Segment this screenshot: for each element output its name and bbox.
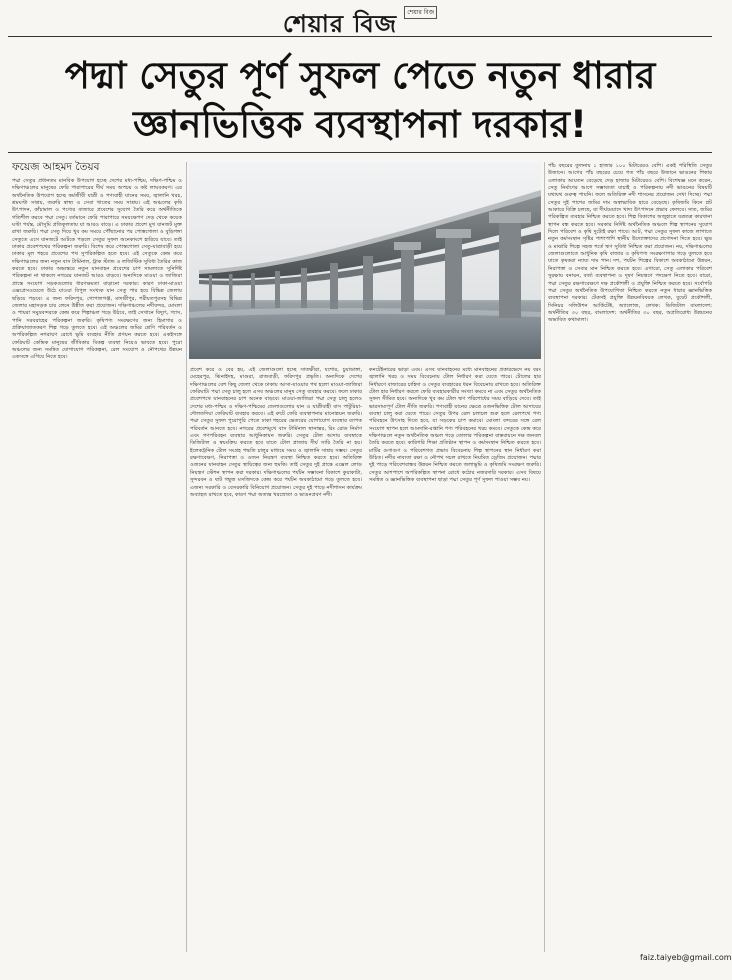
bridge-illustration (189, 162, 541, 359)
column-1-text: পদ্মা সেতুর প্রধানতম মানবিক উপযোগ হচ্ছে দেশের মধ্য-পশ্চিম, দক্ষিণ-পশ্চিম ও দক্ষিণাঞ্চলের মানুষের ফেরি পারাপারের দীর্ঘ সময় অপচয় ও কষ্ট লাঘবকরণ। এর অর্থনৈতিক উপযোগ হচ্ছে কর্মজীবী যাত্রী ও পণ্যবাহী যানের সময়, জ্বালানি খরচ, শ্রমঘণ্টা সাশ্রয়, জরুরি স্বাস্থ্য ও সেবা খাতের সময় সাশ্রয়। এই অঞ্চলের কৃষি উৎপাদন, কাঁচামাল ও পণ্যের বাজারে প্রবেশের সুযোগ তৈরি করে অর্থনীতিকে গতিশীল করবে পদ্মা সেতু। বর্তমানে ফেরি পারাপারে সময়ক্ষেপণ দেড় থেকে কয়েক ঘণ্টা পর্যন্ত, মৌসুমি প্রতিকূলতায় যা আরও বাড়ে। এ ঢাকার প্রবেশ মুখ যানজট মুক্ত রাখা জরুরি। পদ্মা সেতু দিয়ে খুব কম সময়ে পৌঁছানোর পর পোস্তগোলা ও বুড়িগঙ্গা সেতুতে এসে যানজটে আটকে পড়লে সেতুর সুফল অনেকাংশে হারিয়ে যাবে। তাই ঢাকার প্রবেশপথের পরিকল্পনা জরুরি। বিশেষ করে পোস্তগোলা সেতু-যাত্রাবাড়ী হয়ে ঢাকার মূল শহরে প্রবেশের পথ সুপরিকল্পিত হতে হবে। এই সেতুকে কেন্দ্র করে দক্ষিণাঞ্চলের জন্য নতুন বাস টার্মিনাল, ট্রাক স্ট্যান্ড ও লজিস্টিক সুবিধা তৈরির কাজ করতে হবে। ঢাকার অভ্যন্তরে নতুন যানবাহন প্রবেশের চাপ সামলাতে সুনির্দিষ্ট পরিকল্পনা না থাকলে নগরের যানজট আরও বাড়বে। অন্যদিকে মাওয়া ও জাজিরা প্রান্তে সংযোগ সড়কগুলোর ধারণক্ষমতা বাড়ানো দরকার। কারণ ঢাকা-মাওয়া এক্সপ্রেসওয়েতে উঠে যাওয়া বিপুল সংখ্যক যান সেতু পার হয়ে বিভিন্ন জেলায় ছড়িয়ে পড়বে। এ জন্য ফরিদপুর, গোপালগঞ্জ, মাদারীপুর, শরীয়তপুরসহ বিভিন্ন জেলার মহাসড়ক চার লেনে উন্নীত করা প্রয়োজন। দক্ষিণাঞ্চলের নদীবন্দর, মোংলা ও পায়রা সমুদ্রবন্দরকে কেন্দ্র করে শিল্পাঞ্চল গড়ে উঠবে, তাই সেখানে বিদ্যুৎ, গ্যাস, পানি সরবরাহের পরিকল্পনা জরুরি। কৃষিপণ্য সংরক্ষণের জন্য হিমাগার ও প্রক্রিয়াজাতকরণ শিল্প গড়ে তুলতে হবে। এই অঞ্চলের জমির শ্রেণি পরিবর্তন ও অপরিকল্পিত নগরায়ণ রোধে ভূমি ব্যবহার নীতি প্রণয়ন করতে হবে। একইসঙ্গে ফেরিঘাট কেন্দ্রিক মানুষের জীবিকার বিকল্প ব্যবস্থা নিয়েও ভাবতে হবে। পুরো অঞ্চলের জন্য সমন্বিত যোগাযোগ পরিকল্পনা, রেল সংযোগ ও নৌপথের উন্নয়ন একসঙ্গে এগিয়ে নিতে হবে। (12, 178, 182, 361)
bridge-photo (189, 162, 541, 359)
column-2-text: প্রবেশ করে ও বের হয়, এই জেলাগুলো হচ্ছে সাতক্ষীরা, যশোর, চুয়াডাঙ্গা, মেহেরপুর, ঝিনাইদহ, মাগুরা, রাজবাড়ী, ফরিদপুর প্রভৃতি। অন্যদিকে দেশের দক্ষিণাঞ্চলের বেশ কিছু জেলা থেকে ঢাকায় আসা-যাওয়ার পথ হলো মাওয়া-জাজিরা ফেরিঘাট। পদ্মা সেতু চালু হলে এসব অঞ্চলের মানুষ সেতু ব্যবহার করবে। ফলে ঢাকার প্রবেশপথে যানবাহনের চাপ অনেক বাড়বে। মাওয়া-জাজিরা পদ্মা সেতু চালু হলেও দেশের মধ্য-পশ্চিম ও দক্ষিণ-পশ্চিমের জেলাগুলোর যান ও যাত্রীবাহী বাস পাটুরিয়া-দৌলতদিয়া ফেরিঘাট ব্যবহার করবে। এই রুটে ফেরি ব্যবস্থাপনার মানোন্নয়ন জরুরি। পদ্মা সেতুর সুফল পুরোপুরি পেতে ঢাকা শহরের ভেতরের যোগাযোগ ব্যবস্থার ব্যাপক পরিবর্তন আনতে হবে। নগরের প্রবেশমুখে বাস টার্মিনাল স্থানান্তর, রিং রোড নির্মাণ এবং গণপরিবহন ব্যবস্থার আধুনিকায়ন জরুরি। সেতুর টোল আদায় ব্যবস্থাকে ডিজিটাল ও স্বয়ংক্রিয় করতে হবে যাতে টোল প্লাজায় দীর্ঘ সারি তৈরি না হয়। ইলেকট্রনিক টোল সংগ্রহ পদ্ধতি চালুর মাধ্যমে সময় ও জ্বালানি সাশ্রয় সম্ভব। সেতুর রক্ষণাবেক্ষণ, নিরাপত্তা ও ওজন নিয়ন্ত্রণ ব্যবস্থা নিশ্চিত করতে হবে। অতিরিক্ত ওজনের যানবাহন সেতুর স্থায়িত্বের জন্য হুমকি। তাই সেতুর দুই প্রান্তে এক্সেল লোড নিয়ন্ত্রণ স্টেশন স্থাপন করা দরকার। দক্ষিণাঞ্চলের পর্যটন সম্ভাবনা বিকাশে কুয়াকাটা, সুন্দরবন ও ষাট গম্বুজ মসজিদকে কেন্দ্র করে পর্যটন অবকাঠামো গড়ে তুলতে হবে। এজন্য সরকারি ও বেসরকারি বিনিয়োগ প্রয়োজন। সেতুর দুই পাড়ে নদীশাসন কার্যক্রম অব্যাহত রাখতে হবে, কারণ পদ্মা অত্যন্ত খরস্রোতা ও ভাঙনপ্রবণ নদী। (190, 367, 363, 498)
article-column-3 (369, 367, 541, 952)
column-divider-2 (544, 162, 545, 952)
column-4-text: পাঁচ বছরের তুলনায় ১ হাজার ১০০ মিটারেরও বেশি। একই পরিস্থিতি সেতুর উজানে। আগের পাঁচ বছরের চেয়ে গত পাঁচ বছরে উজানে ভাঙনের শিকার এলাকার আয়তন বেড়েছে দেড় হাজার মিটারেরও বেশি। বিশেষজ্ঞ মনে করেন, সেতু নির্মাণের আগে সম্ভাব্যতা যাচাই ও পরিকল্পনায় নদী ভাঙনের বিষয়টি যথাযথ গুরুত্ব পায়নি। ফলে অতিরিক্ত নদী শাসনের প্রয়োজন দেখা দিচ্ছে। পদ্মা সেতুর দুই পাশের জমির দাম অস্বাভাবিক হারে বেড়েছে। কৃষিজমি কিনে প্লট আকারে বিক্রি চলছে, যা দীর্ঘমেয়াদে খাদ্য উৎপাদনে প্রভাব ফেলবে। সাত, জমির পরিকল্পিত ব্যবহার নিশ্চিত করতে হবে। শিল্প বিকাশের অজুহাতে যত্রতত্র কারখানা স্থাপন বন্ধ করতে হবে। সরকার নির্দিষ্ট অর্থনৈতিক অঞ্চলে শিল্প স্থাপনের সুযোগ দিলে পরিবেশ ও কৃষি দুটোই রক্ষা পাবে। আট, পদ্মা সেতুর সুফল কাজে লাগাতে নতুন কর্মসংস্থান সৃষ্টির পাশাপাশি স্থানীয় উদ্যোক্তাদের প্রণোদনা দিতে হবে। ক্ষুদ্র ও মাঝারি শিল্পে সহজ শর্তে ঋণ সুবিধা নিশ্চিত করা প্রয়োজন। নয়, দক্ষিণাঞ্চলের জেলাগুলোতে আধুনিক কৃষি বাজার ও কৃষিপণ্য সংরক্ষণাগার গড়ে তুলতে হবে যাতে কৃষকরা ন্যায্য দাম পান। দশ, পর্যটন শিল্পের বিকাশে অবকাঠামো উন্নয়ন, নিরাপত্তা ও সেবার মান নিশ্চিত করতে হবে। এগারো, সেতু এলাকার পরিবেশ সুরক্ষায় বনায়ন, বর্জ্য ব্যবস্থাপনা ও দূষণ নিয়ন্ত্রণে পদক্ষেপ নিতে হবে। বারো, পদ্মা সেতুর রক্ষণাবেক্ষণে দক্ষ প্রকৌশলী ও প্রযুক্তি নিশ্চিত করতে হবে। সর্বোপরি পদ্মা সেতুর অর্থনৈতিক উপযোগিতা নিশ্চিত করতে নতুন ধারার জ্ঞানভিত্তিক ব্যবস্থাপনা দরকার। টেকসই প্রযুক্তি উন্নয়নবিষয়ক লেখক, বুয়েট প্রকৌশলী, সিনিয়র সলিউশন আর্কিটেক্ট, অ্যালোজ, লেখক: ডিজিটাল বাংলাদেশ: অর্থনীতির ৩০ বছর, বাংলাদেশ: অর্থনীতির ৩০ বছর, অপ্রতিরোধ্য উন্নয়নের অভাবিত কথামালা। (548, 163, 712, 324)
top-rule (8, 36, 712, 37)
column-divider-1 (186, 162, 187, 952)
masthead-title: শেয়ার বিজ (282, 9, 398, 38)
headline-rule (8, 152, 712, 153)
column-3-text: কনটেইনারের ভাড়া এবং। এসব যানবাহনের মধ্যে মানবাহনের প্রকারভেদে নয় বরং জ্বালানি খরচ ও সময় বিবেচনায় টোল নির্ধারণ করা যেতে পারে। টোলের হার নির্ধারণে বাজারের চাহিদা ও সেতুর ব্যবহারের ধরন বিবেচনায় রাখতে হবে। অতিরিক্ত টোল হার নির্ধারণ করলে ফেরি ব্যবহারকারীর সংখ্যা কমবে না এবং সেতুর অর্থনৈতিক সুফল সীমিত হবে। অন্যদিকে খুব কম টোল ঋণ পরিশোধের সময় বাড়িয়ে দেবে। তাই ভারসাম্যপূর্ণ টোল নীতি জরুরি। পণ্যবাহী যানের ক্ষেত্রে ওজনভিত্তিক টোল আদায়ের ব্যবস্থা চালু করা যেতে পারে। সেতুর উপর রেল চলাচল শুরু হলে রেলপথে পণ্য পরিবহনে উৎসাহ দিতে হবে, যা সড়কের চাপ কমাবে। মোংলা বন্দরের সঙ্গে রেল সংযোগ স্থাপন হলে আমদানি-রপ্তানি পণ্য পরিবহনের খরচ কমবে। সেতুকে কেন্দ্র করে দক্ষিণাঞ্চলে নতুন অর্থনৈতিক অঞ্চল গড়ে তোলার পরিকল্পনা বাস্তবায়নে দক্ষ জনবল তৈরি করতে হবে। কারিগরি শিক্ষা প্রতিষ্ঠান স্থাপন ও কর্মসংস্থান নিশ্চিত করতে হবে। মাটির গুণাগুণ ও পরিবেশগত প্রভাব বিবেচনায় শিল্প স্থাপনের স্থান নির্ধারণ করা উচিত। নদীর নাব্যতা রক্ষা ও নৌপথ সচল রাখতে নিয়মিত ড্রেজিং প্রয়োজন। পদ্মার দুই পাড়ে পরিবেশবান্ধব উন্নয়ন নিশ্চিত করতে জলাভূমি ও কৃষিজমি সংরক্ষণ জরুরি। সেতুর আশপাশে অপরিকল্পিত স্থাপনা রোধে কঠোর নজরদারি দরকার। এসব বিষয়ে সমন্বিত ও জ্ঞানভিত্তিক ব্যবস্থাপনা ছাড়া পদ্মা সেতুর পূর্ণ সুফল পাওয়া সম্ভব নয়। (369, 367, 541, 484)
masthead-badge: শেয়ার বিজ (404, 6, 437, 19)
article-column-4 (548, 163, 712, 950)
masthead (0, 6, 720, 46)
article-column-1 (12, 178, 182, 940)
article-column-2 (190, 367, 362, 952)
byline: ফয়েজ আহমদ তৈয়ব (12, 161, 100, 173)
headline-line-2: জ্ঞানভিত্তিক ব্যবস্থাপনা দরকার! (133, 103, 587, 146)
author-email[interactable]: faiz.taiyeb@gmail.com (640, 953, 732, 962)
headline-line-1: পদ্মা সেতুর পূর্ণ সুফল পেতে নতুন ধারার (64, 54, 656, 97)
